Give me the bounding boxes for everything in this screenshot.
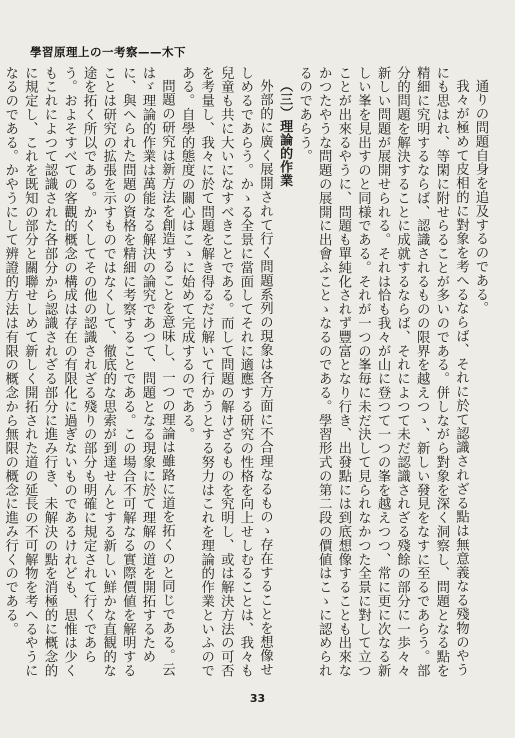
paragraph: 我々が極めて皮相的に對象を考へるならば、それに於て認識されざる點は無意義なる殘物のやうにも思はれ、等閑に附せらることが多いのである。併しながら對象を深く洞察し、問題となる點を精細に究明するならば、認識されるものの限界を越えつゝ、新しい發見をなすに至るであらう。部分的問題を解決することに成就するならば、それによつて未だ認識されざる殘餘の部分に一歩々々新しい問題が展開せられる。それは恰も我々が山に登つて一つの峯を越えつつ、常に更に次なる新しい峯を見出すのと同様である。それが一つの峯毎に未だ決して見られなかつた全景に對して立つことが出來るやうに、問題も單純化されず豐富となり行き、出發點には到底想像することも出來なかつたやうな問題の展開に出會ふことゝなるのである。學習形式の第二段の價値はこゝに認められるのであらう。 xyxy=(296,66,469,678)
paragraph: 通りの問題自身を追及するのである。 xyxy=(473,79,488,316)
body-text xyxy=(2,66,490,682)
section-heading: （三）理論的作業 xyxy=(277,79,293,187)
paragraph: 外部的に廣く展開されて行く問題系列の現象は各方面に不合理なるものゝ存在することを想像せしめるであらう。かゝる全景に當面してそれに適應する研究の性格を向上せしむることは、我々も兒童も共に大いになすべきことである。而して問題の解けざるものを究明し、或は解決方法の可否を考量し、我々に於て問題を解き得るだけ解いて行かうとする努力はこれを理論的作業といふのである。自學的態度の關心はこゝに始めて完成するのである。 xyxy=(179,66,273,678)
paragraph: 問題の研究は新方法を創造することを意味し、一つの理論は雖路に道を拓くのと同じである。云はゞ理論的作業は萬能なる解決の論究であつて、問題となる現象に於て理解の道を開拓するために、與へられた問題の資格を精細に考察することである。この場合不可解なる實際價値を解明することは研究の拡張を示すものではなくして、徹底的な思索が到達せんとする新しい鮮かな直観的な途を拓く所以である。かくしてその他の認識されざる殘りの部分も明確に規定されて行くであらう。およそすべての客觀的概念の構成は存在の有限化に過ぎないものであるけれども、思惟は少くもこれによつて認識された各部分から認識されざる部分に進み行き、未解決の點を消極的に概念的に規定し、これを既知の部分と關聯せしめて新しく開拓された道の延長の不可解物を考へるやうになるのである。かやうにして辨證的方法は有限の概念から無限の概念に進み行くのである。 xyxy=(2,66,175,678)
page-number: 33 xyxy=(249,692,266,705)
running-head: 學習原理上の一考察——木下 xyxy=(30,45,186,59)
